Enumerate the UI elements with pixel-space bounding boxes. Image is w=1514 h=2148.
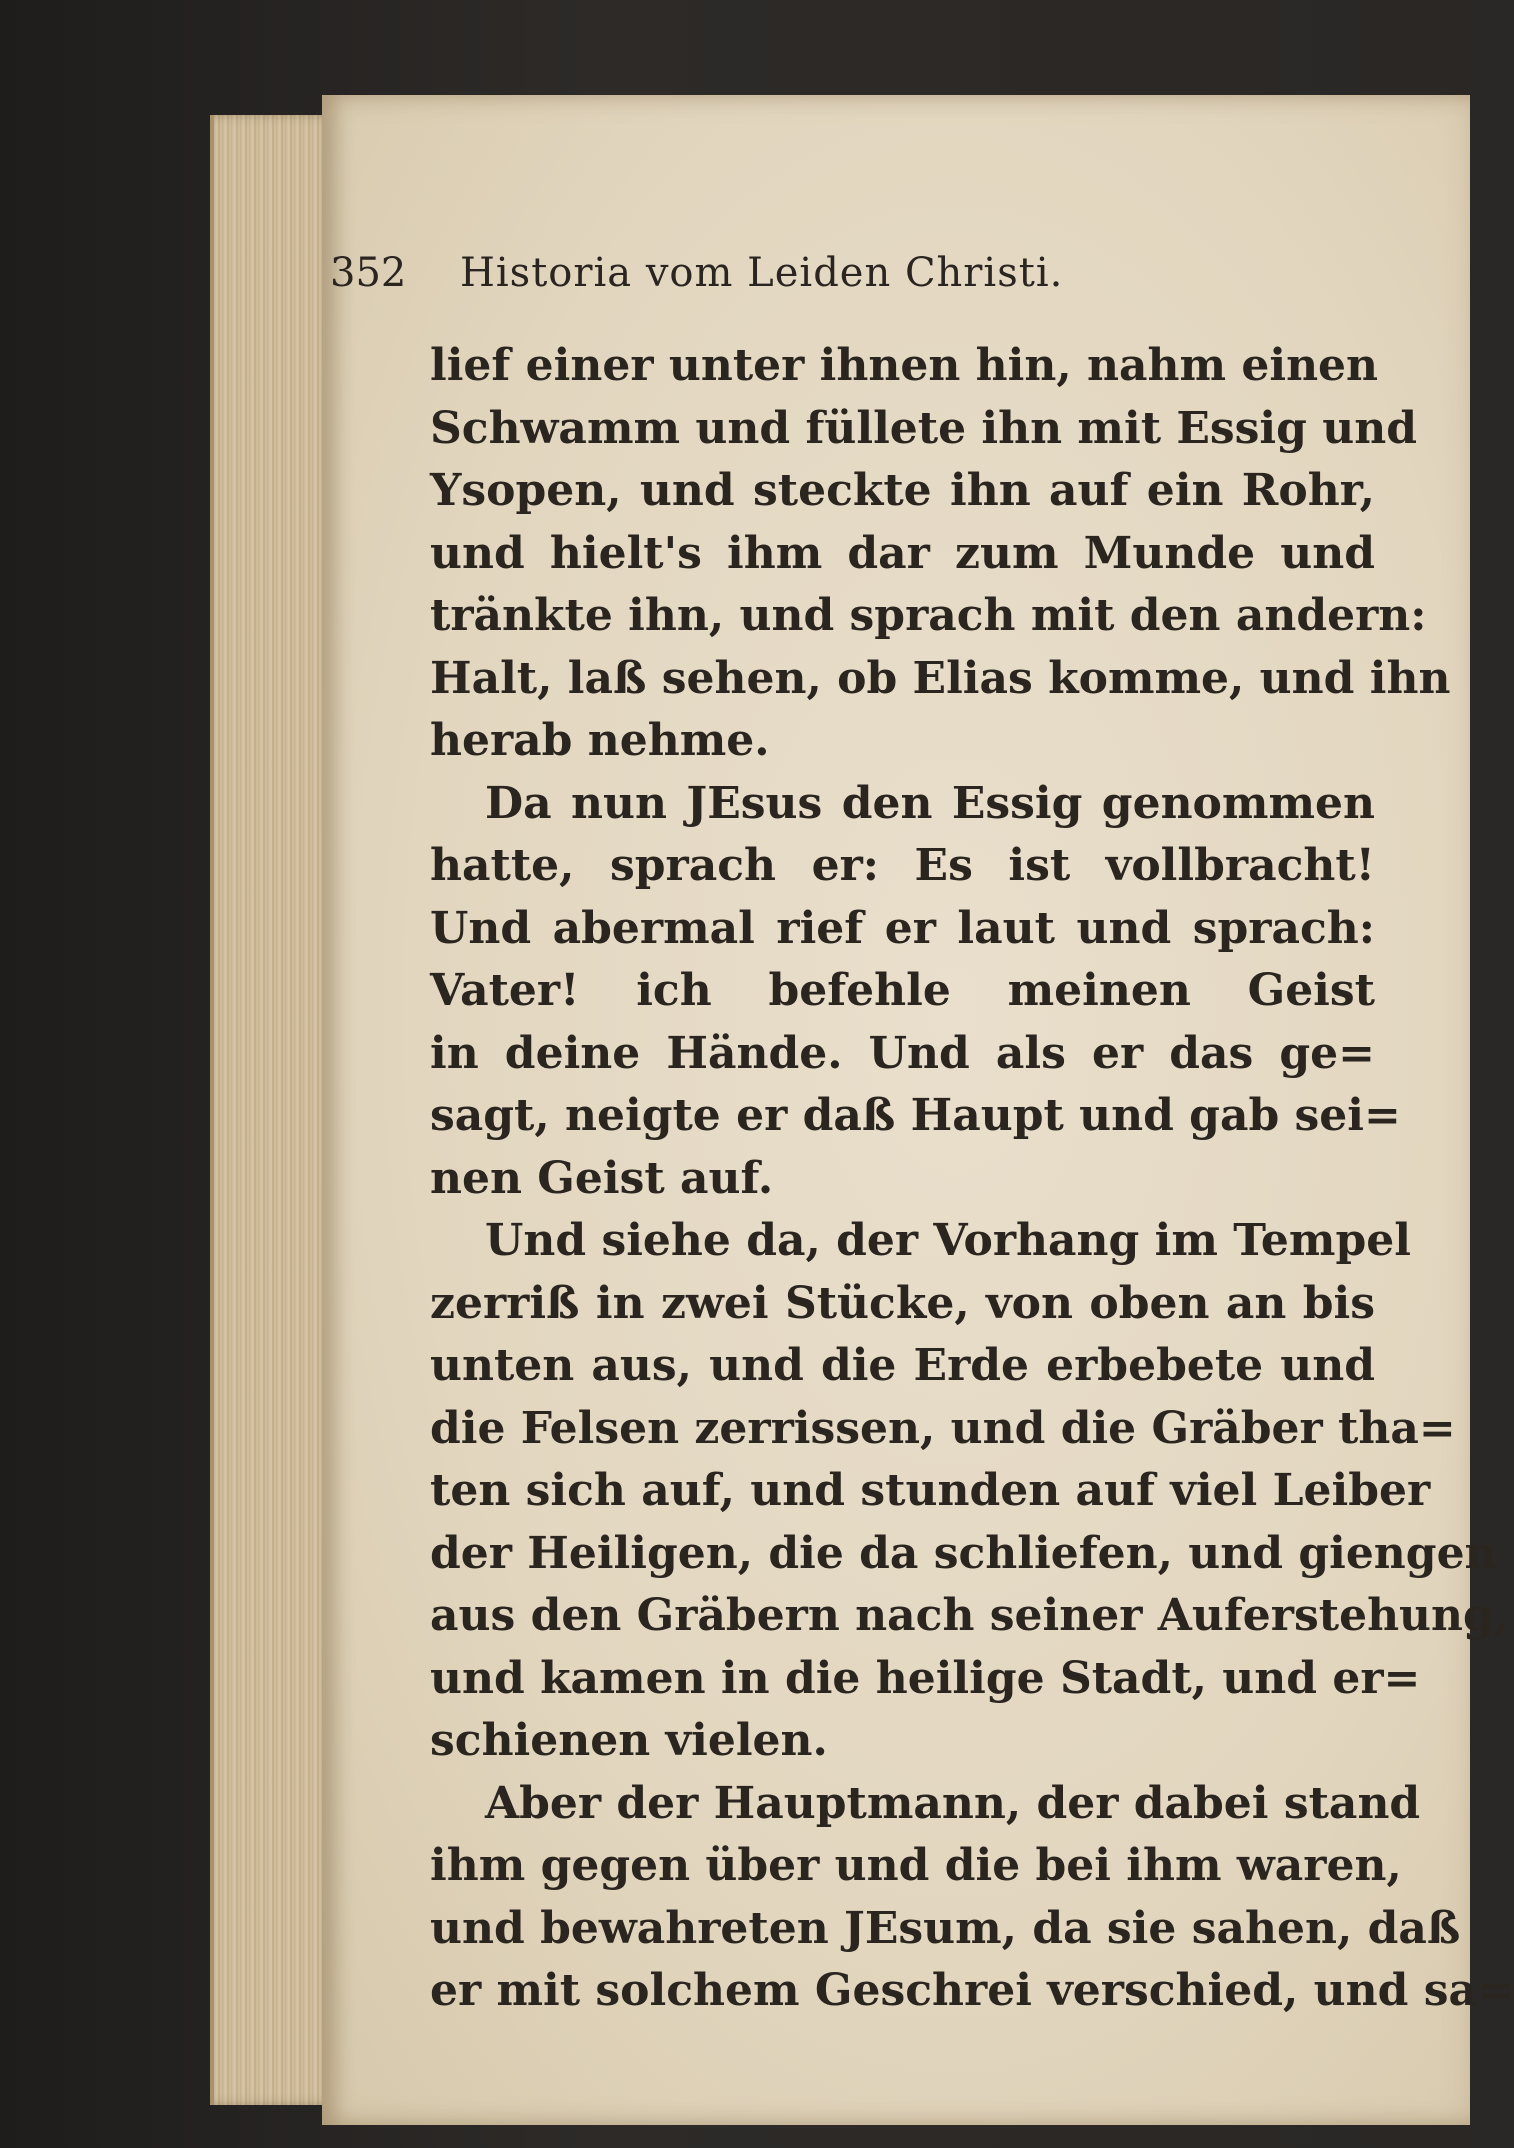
text-line: tränkte ihn, und sprach mit den andern: <box>430 590 1427 641</box>
text-line: in deine Hände. Und als er das ge= <box>430 1027 1375 1079</box>
body-text <box>430 335 1514 2023</box>
text-line: und kamen in die heilige Stadt, und er= <box>430 1652 1421 1704</box>
text-line: schienen vielen. <box>430 1715 828 1766</box>
text-line: hatte, sprach er: Es ist vollbracht! <box>430 840 1375 891</box>
text-line: Da nun JEsus den Essig genommen <box>485 777 1375 829</box>
text-line: und bewahreten JEsum, da sie sahen, daß <box>430 1902 1461 1954</box>
paragraph <box>430 773 1401 1211</box>
text-line: Und abermal rief er laut und sprach: <box>430 902 1375 954</box>
running-head: Historia vom Leiden Christi. <box>460 250 1064 296</box>
text-line: Schwamm und füllete ihn mit Essig und <box>430 402 1417 454</box>
paragraph <box>430 1773 1514 2023</box>
text-line: und hielt's ihm dar zum Munde und <box>430 527 1375 579</box>
text-line: Halt, laß sehen, ob Elias komme, und ihn <box>430 652 1451 704</box>
text-line: ihm gegen über und die bei ihm waren, <box>430 1840 1402 1891</box>
text-line: Vater! ich befehle meinen Geist <box>430 965 1375 1016</box>
paragraph <box>430 1210 1510 1773</box>
text-line: er mit solchem Geschrei verschied, und sa= <box>430 1965 1514 2016</box>
text-line: Ysopen, und steckte ihn auf ein Rohr, <box>430 465 1375 516</box>
text-line: sagt, neigte er daß Haupt und gab sei= <box>430 1090 1401 1141</box>
page-number: 352 <box>330 250 407 296</box>
text-line: lief einer unter ihnen hin, nahm einen <box>430 340 1379 391</box>
paragraph <box>430 335 1451 773</box>
text-line: nen Geist auf. <box>430 1152 774 1204</box>
text-line: aus den Gräbern nach seiner Auferstehung, <box>430 1590 1510 1641</box>
text-line: Aber der Hauptmann, der dabei stand <box>485 1777 1421 1829</box>
text-line: zerriß in zwei Stücke, von oben an bis <box>430 1277 1375 1329</box>
text-line: die Felsen zerrissen, und die Gräber tha= <box>430 1402 1456 1454</box>
page-header <box>330 250 1230 310</box>
text-line: unten aus, und die Erde erbebete und <box>430 1340 1375 1391</box>
text-line: herab nehme. <box>430 715 770 766</box>
text-line: ten sich auf, und stunden auf viel Leiber <box>430 1465 1431 1516</box>
text-line: Und siehe da, der Vorhang im Tempel <box>485 1215 1411 1266</box>
text-line: der Heiligen, die da schliefen, und giengen <box>430 1527 1497 1579</box>
